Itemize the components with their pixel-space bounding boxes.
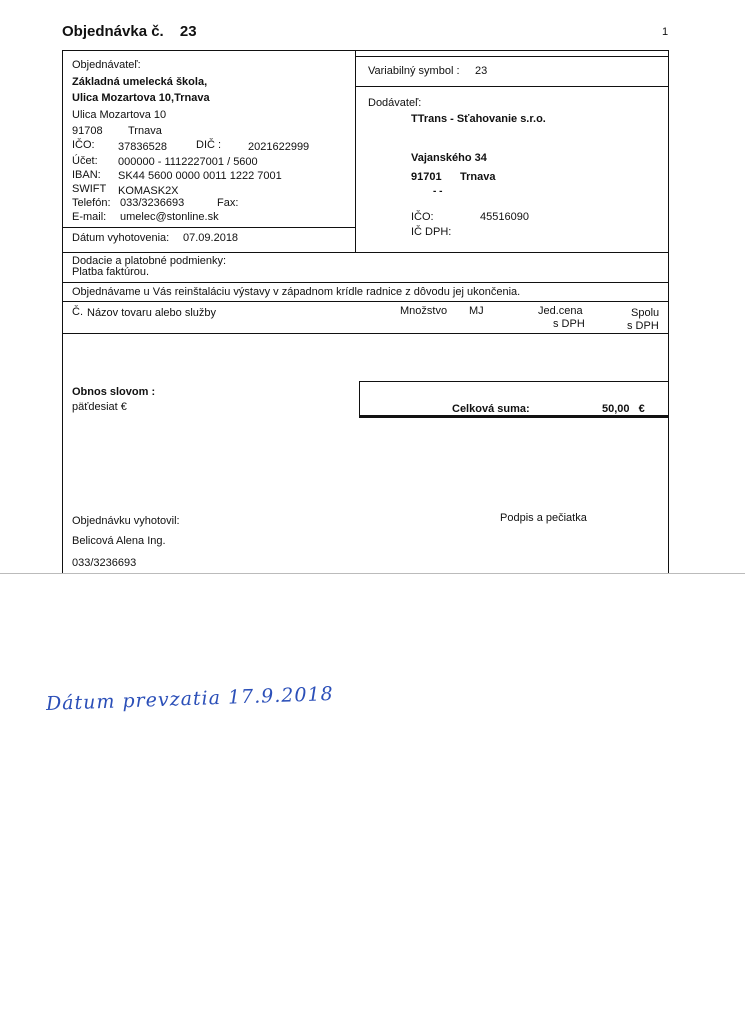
col-header-total-line1: Spolu xyxy=(631,307,660,319)
col-header-total-line2: s DPH xyxy=(627,320,659,332)
col-header-price-line2: s DPH xyxy=(553,318,585,330)
col-header-price-line1: Jed.cena xyxy=(538,305,583,317)
buyer-email-label: E-mail: xyxy=(72,211,107,223)
supplier-zip: 91701 xyxy=(411,171,442,183)
amount-words-label: Obnos slovom : xyxy=(72,386,156,398)
buyer-email: umelec@stonline.sk xyxy=(120,211,219,223)
buyer-city: Trnava xyxy=(128,125,162,137)
col-header-number: Č. xyxy=(72,306,83,318)
order-text: Objednávame u Vás reinštaláciu výstavy v západnom krídle radnice z dôvodu jej ukončenia. xyxy=(72,286,521,298)
supplier-name: TTrans - Sťahovanie s.r.o. xyxy=(411,113,546,125)
buyer-swift: KOMASK2X xyxy=(118,185,179,197)
buyer-iban-label: IBAN: xyxy=(72,169,101,181)
page-number: 1 xyxy=(662,26,669,38)
supplier-dash: - - xyxy=(433,186,443,197)
handwritten-note: Dátum prevzatia 17.9.2018 xyxy=(45,682,335,715)
supplier-icdph-label: IČ DPH: xyxy=(411,226,452,238)
buyer-dic-label: DIČ : xyxy=(196,139,222,151)
supplier-city: Trnava xyxy=(460,171,496,183)
buyer-account: 000000 - 1112227001 / 5600 xyxy=(118,156,258,168)
supplier-ico: 45516090 xyxy=(480,211,529,223)
buyer-ico: 37836528 xyxy=(118,141,167,153)
supplier-ico-label: IČO: xyxy=(411,211,434,223)
table-header-bottom-line xyxy=(62,333,669,334)
buyer-label: Objednávateľ: xyxy=(72,59,141,71)
issue-date-value: 07.09.2018 xyxy=(183,232,239,244)
buyer-name: Základná umelecká škola, xyxy=(72,76,208,88)
document-title xyxy=(62,23,197,40)
prepared-phone: 033/3236693 xyxy=(72,557,137,569)
total-label: Celková suma: xyxy=(452,403,530,415)
buyer-phone-label: Telefón: xyxy=(72,197,111,209)
total-amount: 50,00 xyxy=(602,403,630,415)
buyer-iban: SK44 5600 0000 0011 1222 7001 xyxy=(118,170,282,182)
issue-date-top-line xyxy=(62,227,355,228)
prepared-name: Belicová Alena Ing. xyxy=(72,535,166,547)
col-header-quantity: Množstvo xyxy=(400,305,448,317)
col-header-name: Názov tovaru alebo služby xyxy=(87,307,217,319)
terms-label: Dodacie a platobné podmienky: xyxy=(72,255,227,267)
prepared-label: Objednávku vyhotovil: xyxy=(72,515,180,527)
title-label: Objednávka č. xyxy=(62,23,164,40)
buyer-fax-label: Fax: xyxy=(217,197,239,209)
terms-value: Platba faktúrou. xyxy=(72,266,150,278)
order-text-top-line xyxy=(62,282,669,283)
total-currency: € xyxy=(638,403,645,415)
supplier-street: Vajanského 34 xyxy=(411,152,487,164)
buyer-dic: 2021622999 xyxy=(248,141,310,153)
buyer-address-bold: Ulica Mozartova 10,Trnava xyxy=(72,92,210,104)
col-header-unit: MJ xyxy=(469,305,484,317)
supplier-label: Dodávateľ: xyxy=(368,97,422,109)
page-crop-line xyxy=(0,573,745,574)
variable-symbol-value: 23 xyxy=(475,65,488,77)
variable-symbol-label: Variabilný symbol : xyxy=(368,65,460,77)
buyer-phone: 033/3236693 xyxy=(120,197,185,209)
terms-top-line xyxy=(62,252,669,253)
order-number: 23 xyxy=(179,23,197,40)
buyer-street: Ulica Mozartova 10 xyxy=(72,109,167,121)
signature-label: Podpis a pečiatka xyxy=(500,512,587,524)
buyer-ico-label: IČO: xyxy=(72,139,95,151)
buyer-swift-label: SWIFT xyxy=(72,183,107,195)
total-value xyxy=(602,403,645,415)
buyer-zip: 91708 xyxy=(72,125,103,137)
table-header-top-line xyxy=(62,301,669,302)
issue-date-label: Dátum vyhotovenia: xyxy=(72,232,170,244)
buyer-account-label: Účet: xyxy=(72,155,98,167)
amount-words-value: päťdesiat € xyxy=(72,401,127,413)
